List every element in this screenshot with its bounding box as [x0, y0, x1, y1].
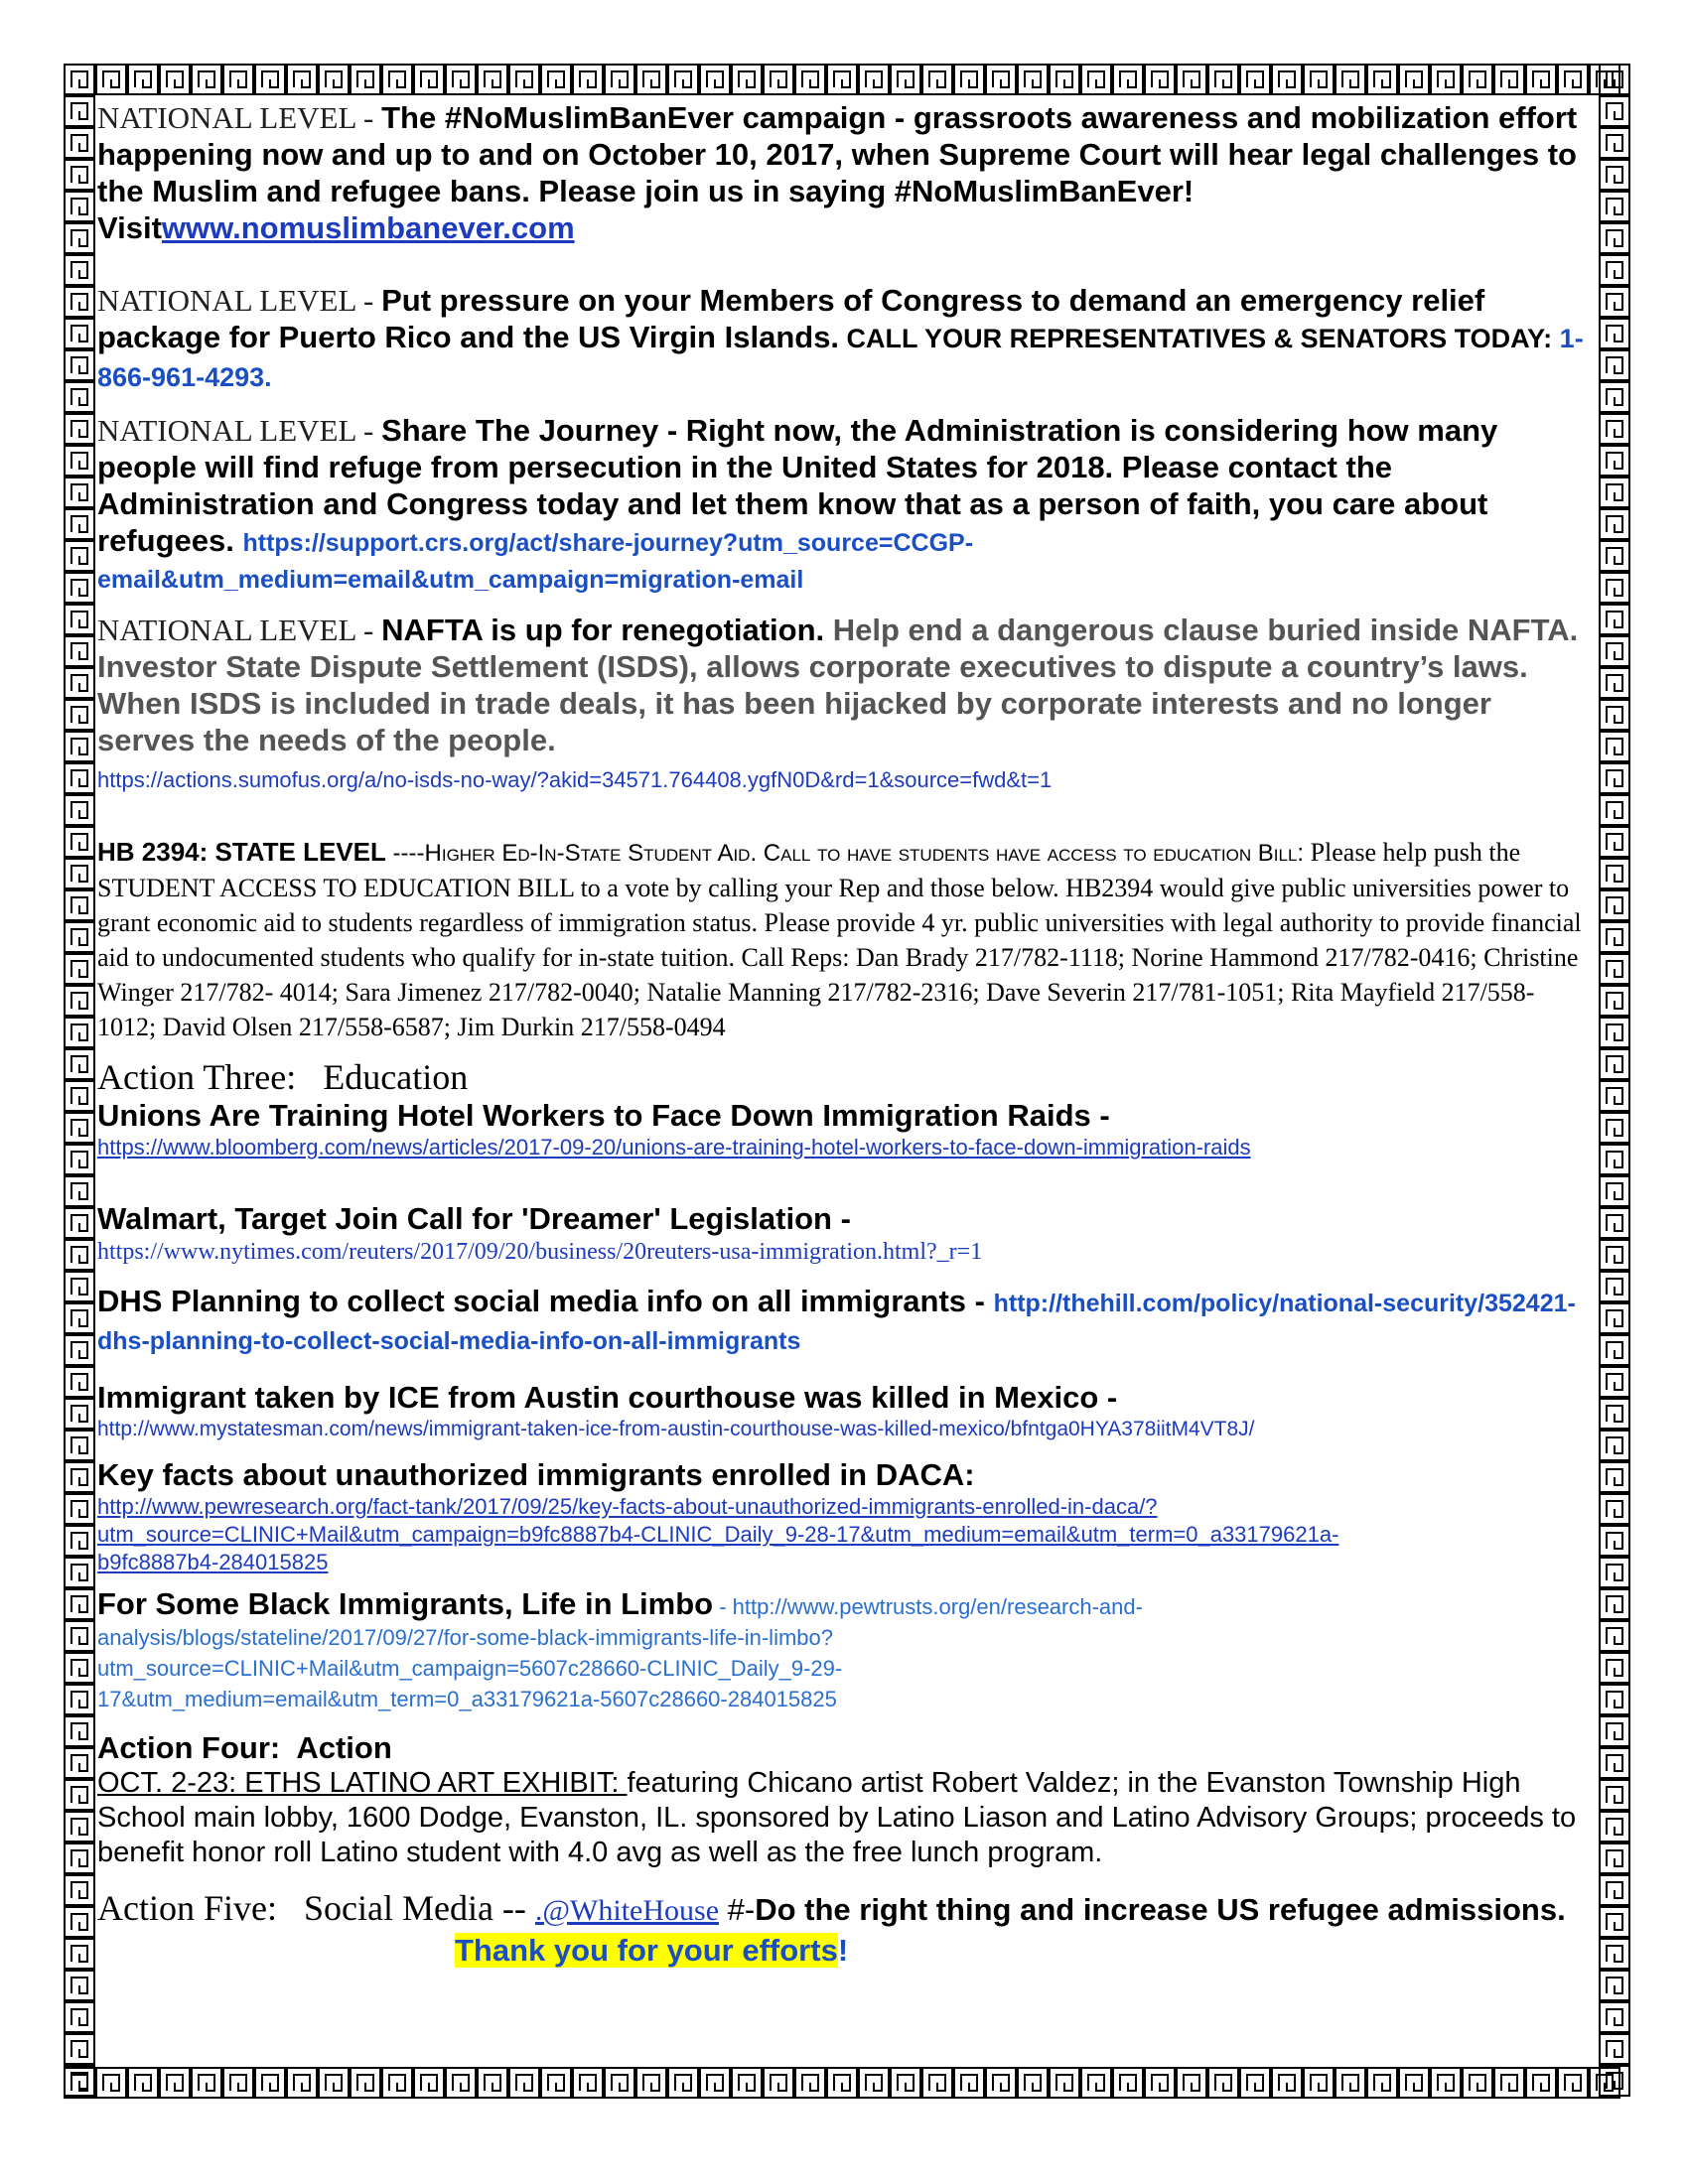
border-bottom	[64, 2067, 1630, 2099]
whitehouse-handle-link[interactable]: .@WhiteHouse	[534, 1894, 720, 1927]
list-item	[97, 1285, 1593, 1362]
article-title: DHS Planning to collect social media info on all immigrants -	[97, 1284, 994, 1318]
list-item	[97, 1201, 1593, 1267]
thank-you-text: Thank you for your efforts	[455, 1933, 838, 1968]
action-five-text: Do the right thing and increase US refugee admissions.	[755, 1892, 1566, 1927]
item-text: Share The Journey - Right now, the Administration is considering how many people will find refuge from persecution in the United States for 2018. Please contact the Administration and Congress today and let them know that as a person of faith, you care about refugees.	[97, 413, 1498, 558]
list-item	[97, 1098, 1593, 1161]
sumofus-link[interactable]: https://actions.sumofus.org/a/no-isds-no-way/?akid=34571.764408.ygfN0D&rd=1&source=fwd&t=1	[97, 767, 1053, 792]
share-journey-link[interactable]: https://support.crs.org/act/share-journey?utm_source=CCGP-email&utm_medium=email&utm_campaign=migration-email	[97, 529, 974, 594]
action-five-heading: Action Five: Social Media --	[97, 1888, 535, 1928]
border-left	[64, 64, 95, 2099]
level-label: NATIONAL LEVEL -	[97, 413, 382, 448]
article-link[interactable]: https://www.bloomberg.com/news/articles/2017-09-20/unions-are-training-hotel-workers-to-face-down-immigration-raids	[97, 1135, 1251, 1160]
page-content	[97, 99, 1593, 1971]
article-title: Key facts about unauthorized immigrants enrolled in DACA:	[97, 1457, 975, 1492]
national-item-nafta	[97, 612, 1593, 795]
action-five	[97, 1888, 1593, 1971]
level-label: NATIONAL LEVEL -	[97, 613, 382, 647]
article-link[interactable]: http://www.pewresearch.org/fact-tank/2017/09/25/key-facts-about-unauthorized-immigrants-enrolled-in-daca/?utm_source=CLINIC+Mail&utm_campaign=b9fc8887b4-CLINIC_Daily_9-28-17&utm_medium=email&utm_term=0_a33179621a-b9fc8887b4-284015825	[97, 1494, 1339, 1574]
state-text: Please help push the STUDENT ACCESS TO EDUCATION BILL to a vote by calling your Rep and those below. HB2394 would give public universities power to grant economic aid to students regardless of immigration status. Please provide 4 yr. public universities with legal authority to provide financial aid to undocumented students who qualify for in-state tuition. Call Reps: Dan Brady 217/782-1118; Norine Hammond 217/782-0416; Christine Winger 217/782- 4014; Sara Jimenez 217/782-0040; Natalie Manning 217/782-2316; Dave Severin 217/781-1051; Rita Mayfield 217/558-1012; David Olsen 217/558-6587; Jim Durkin 217/558-0494	[97, 838, 1582, 1041]
article-title: Immigrant taken by ICE from Austin courthouse was killed in Mexico -	[97, 1380, 1118, 1415]
state-heading: HB 2394: STATE LEVEL	[97, 837, 386, 867]
article-link[interactable]: - http://www.pewtrusts.org/en/research-and-analysis/blogs/stateline/2017/09/27/for-some-black-immigrants-life-in-limbo?utm_source=CLINIC+Mail&utm_campaign=5607c28660-CLINIC_Daily_9-29-17&utm_medium=email&utm_term=0_a33179621a-5607c28660-284015825	[97, 1594, 1143, 1711]
exclamation: !	[837, 1933, 849, 1968]
list-item	[97, 1380, 1593, 1443]
phone-number: 1-866-961-4293.	[97, 324, 1584, 392]
list-item	[97, 1457, 1593, 1576]
article-link[interactable]: http://www.mystatesman.com/news/immigrant-taken-ice-from-austin-courthouse-was-killed-mexico/bfntga0HYA378iitM4VT8J/	[97, 1418, 1255, 1440]
state-subheading: ----Higher Ed-In-State Student Aid. Call to have students have access to education Bill:	[385, 840, 1305, 867]
item-text: Help end a dangerous clause buried inside NAFTA. Investor State Dispute Settlement (ISDS), allows corporate executives to dispute a country’s laws. When ISDS is included in trade deals, it has been hijacked by corporate interests and no longer serves the needs of the people.	[97, 613, 1579, 757]
hashtag-prefix: #-	[719, 1892, 756, 1927]
item-text: The #NoMuslimBanEver campaign - grassroots awareness and mobilization effort happening now and up to and on October 10, 2017, when Supreme Court will hear legal challenges to the Muslim and refugee bans. Please join us in saying #NoMuslimBanEver! Visit	[97, 100, 1578, 245]
border-right	[1599, 64, 1630, 2099]
event-description	[97, 1766, 1593, 1870]
level-label: NATIONAL LEVEL -	[97, 100, 382, 135]
article-title: Unions Are Training Hotel Workers to Face Down Immigration Raids -	[97, 1098, 1110, 1133]
article-title: Walmart, Target Join Call for 'Dreamer' Legislation -	[97, 1201, 851, 1236]
national-item-share-journey	[97, 412, 1593, 596]
article-title: For Some Black Immigrants, Life in Limbo	[97, 1586, 714, 1621]
action-four-heading: Action Four: Action	[97, 1730, 392, 1765]
item-lead: NAFTA is up for renegotiation.	[381, 613, 825, 647]
national-item-puerto-rico	[97, 282, 1593, 396]
call-text: CALL YOUR REPRESENTATIVES & SENATORS TODAY:	[839, 324, 1560, 353]
article-link[interactable]: http://thehill.com/policy/national-security/352421-dhs-planning-to-collect-social-media-info-on-all-immigrants	[97, 1290, 1576, 1355]
list-item	[97, 1586, 1150, 1716]
action-three-heading: Action Three: Education	[97, 1057, 469, 1097]
level-label: NATIONAL LEVEL -	[97, 283, 382, 318]
national-item-muslim-ban	[97, 99, 1593, 246]
item-text: Put pressure on your Members of Congress to demand an emergency relief package for Puerto Rico and the US Virgin Islands.	[97, 283, 1485, 354]
event-title: OCT. 2-23: ETHS LATINO ART EXHIBIT:	[97, 1767, 628, 1799]
nomuslimbanever-link[interactable]: www.nomuslimbanever.com	[161, 210, 575, 245]
thanks-wrap	[455, 1931, 848, 1971]
article-link[interactable]: https://www.nytimes.com/reuters/2017/09/20/business/20reuters-usa-immigration.html?_r=1	[97, 1239, 983, 1265]
event-text: featuring Chicano artist Robert Valdez; in the Evanston Township High School main lobby, 1600 Dodge, Evanston, IL. sponsored by Latino Liason and Latino Advisory Groups; proceeds to benefit honor roll Latino student with 4.0 avg as well as the free lunch program.	[97, 1767, 1577, 1868]
action-three	[97, 1056, 1593, 1716]
border-top	[64, 64, 1630, 95]
state-item-hb2394	[97, 835, 1593, 1044]
action-four	[97, 1730, 1593, 1870]
